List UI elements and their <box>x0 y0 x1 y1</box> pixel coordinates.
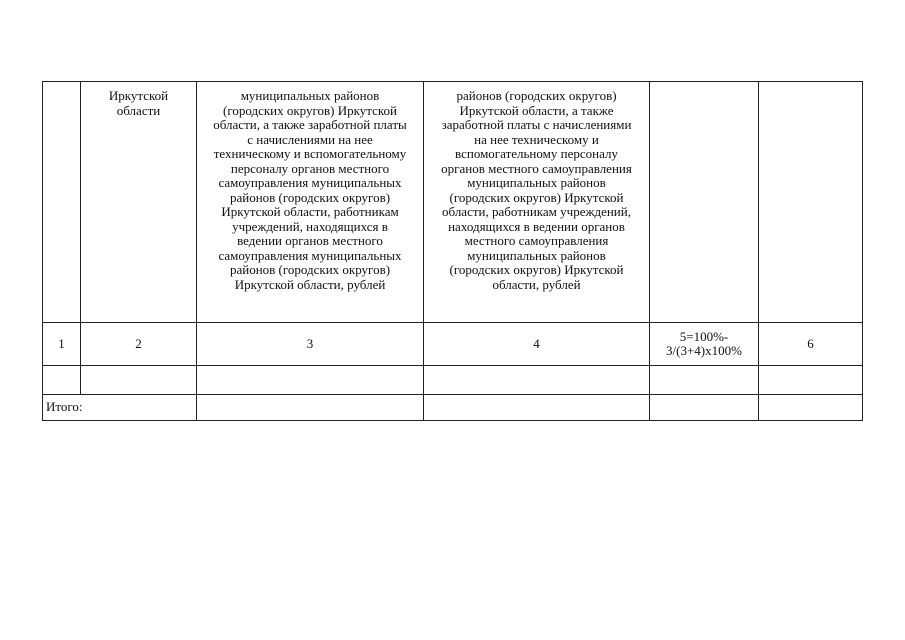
summary-table <box>42 81 863 421</box>
total-cell-6 <box>759 395 863 421</box>
empty-cell-4 <box>424 366 650 395</box>
column-number-row <box>43 323 863 366</box>
header-cell-5 <box>650 82 759 323</box>
total-cell-3 <box>197 395 424 421</box>
empty-cell-2 <box>81 366 197 395</box>
empty-cell-5 <box>650 366 759 395</box>
column-number-6: 6 <box>759 323 863 366</box>
empty-cell-3 <box>197 366 424 395</box>
column-number-1: 1 <box>43 323 81 366</box>
header-cell-4: районов (городских округов) Иркутской области, а также заработной платы с начислениями на нее техническому и вспомогательному персоналу органов местного самоуправления муниципальных районов (городских округов) Иркутской области, работникам учреждений, находящихся в ведении органов местного самоуправления муниципальных районов (городских округов) Иркутской области, рублей <box>424 82 650 323</box>
total-cell-4 <box>424 395 650 421</box>
header-cell-6 <box>759 82 863 323</box>
total-row <box>43 395 863 421</box>
empty-data-row <box>43 366 863 395</box>
header-row <box>43 82 863 323</box>
total-cell-5 <box>650 395 759 421</box>
column-number-5: 5=100%- 3/(3+4)x100% <box>650 323 759 366</box>
empty-cell-6 <box>759 366 863 395</box>
header-cell-3: муниципальных районов (городских округов) Иркутской области, а также заработной платы с начислениями на нее техническому и вспомогательному персоналу органов местного самоуправления муниципальных районов (городских округов) Иркутской области, работникам учреждений, находящихся в ведении органов местного самоуправления муниципальных районов (городских округов) Иркутской области, рублей <box>197 82 424 323</box>
header-cell-2: Иркутской области <box>81 82 197 323</box>
column-number-3: 3 <box>197 323 424 366</box>
column-number-2: 2 <box>81 323 197 366</box>
header-cell-1 <box>43 82 81 323</box>
empty-cell-1 <box>43 366 81 395</box>
column-number-4: 4 <box>424 323 650 366</box>
total-label: Итого: <box>43 395 197 421</box>
